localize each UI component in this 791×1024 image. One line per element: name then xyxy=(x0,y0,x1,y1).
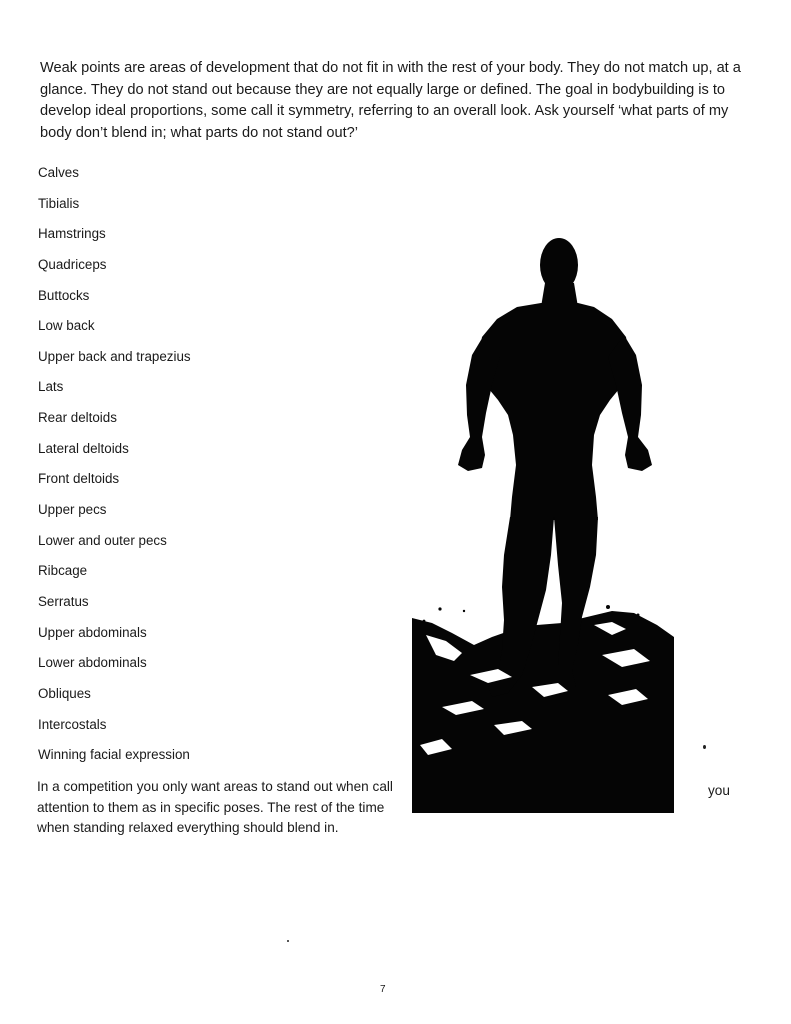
list-item: Lower and outer pecs xyxy=(38,532,167,548)
list-item: Upper pecs xyxy=(38,502,107,518)
list-item: Rear deltoids xyxy=(38,410,117,426)
list-item: Hamstrings xyxy=(38,226,106,242)
list-item: Buttocks xyxy=(38,287,90,303)
list-item: Intercostals xyxy=(38,716,107,732)
intro-paragraph: Weak points are areas of development that do not fit in with the rest of your body. They do not match up, at a glance. They do not stand out because they are not equally large or defined. The goal in bodybuilding is to develop ideal proportions, some call it symmetry, referring to an overall look. Ask yourself ‘what parts of my body don’t blend in; what parts do not stand out?’ xyxy=(40,60,741,141)
list-item: Lower abdominals xyxy=(38,655,147,671)
list-item: Upper abdominals xyxy=(38,624,147,640)
bodybuilder-silhouette-image xyxy=(412,225,674,813)
closing-paragraph: In a competition you only want areas to stand out when call attention to them as in specific poses. The rest of the time when standing relaxed everything should blend in. xyxy=(37,779,393,835)
list-item: Upper back and trapezius xyxy=(38,348,191,364)
list-item: Obliques xyxy=(38,685,91,701)
list-item: Lateral deltoids xyxy=(38,440,129,456)
list-item: Front deltoids xyxy=(38,471,120,487)
scan-speck xyxy=(287,940,289,942)
scan-speck xyxy=(703,745,706,749)
list-item: Low back xyxy=(38,318,95,334)
list-item: Tibialis xyxy=(38,195,80,211)
list-item: Ribcage xyxy=(38,563,88,579)
page-number: 7 xyxy=(380,984,386,995)
muscle-list xyxy=(38,163,191,776)
list-item: Quadriceps xyxy=(38,256,107,272)
list-item: Lats xyxy=(38,379,64,395)
list-item: Serratus xyxy=(38,593,89,609)
stray-text: you xyxy=(708,783,730,798)
list-item: Winning facial expression xyxy=(38,747,190,763)
list-item: Calves xyxy=(38,165,79,180)
